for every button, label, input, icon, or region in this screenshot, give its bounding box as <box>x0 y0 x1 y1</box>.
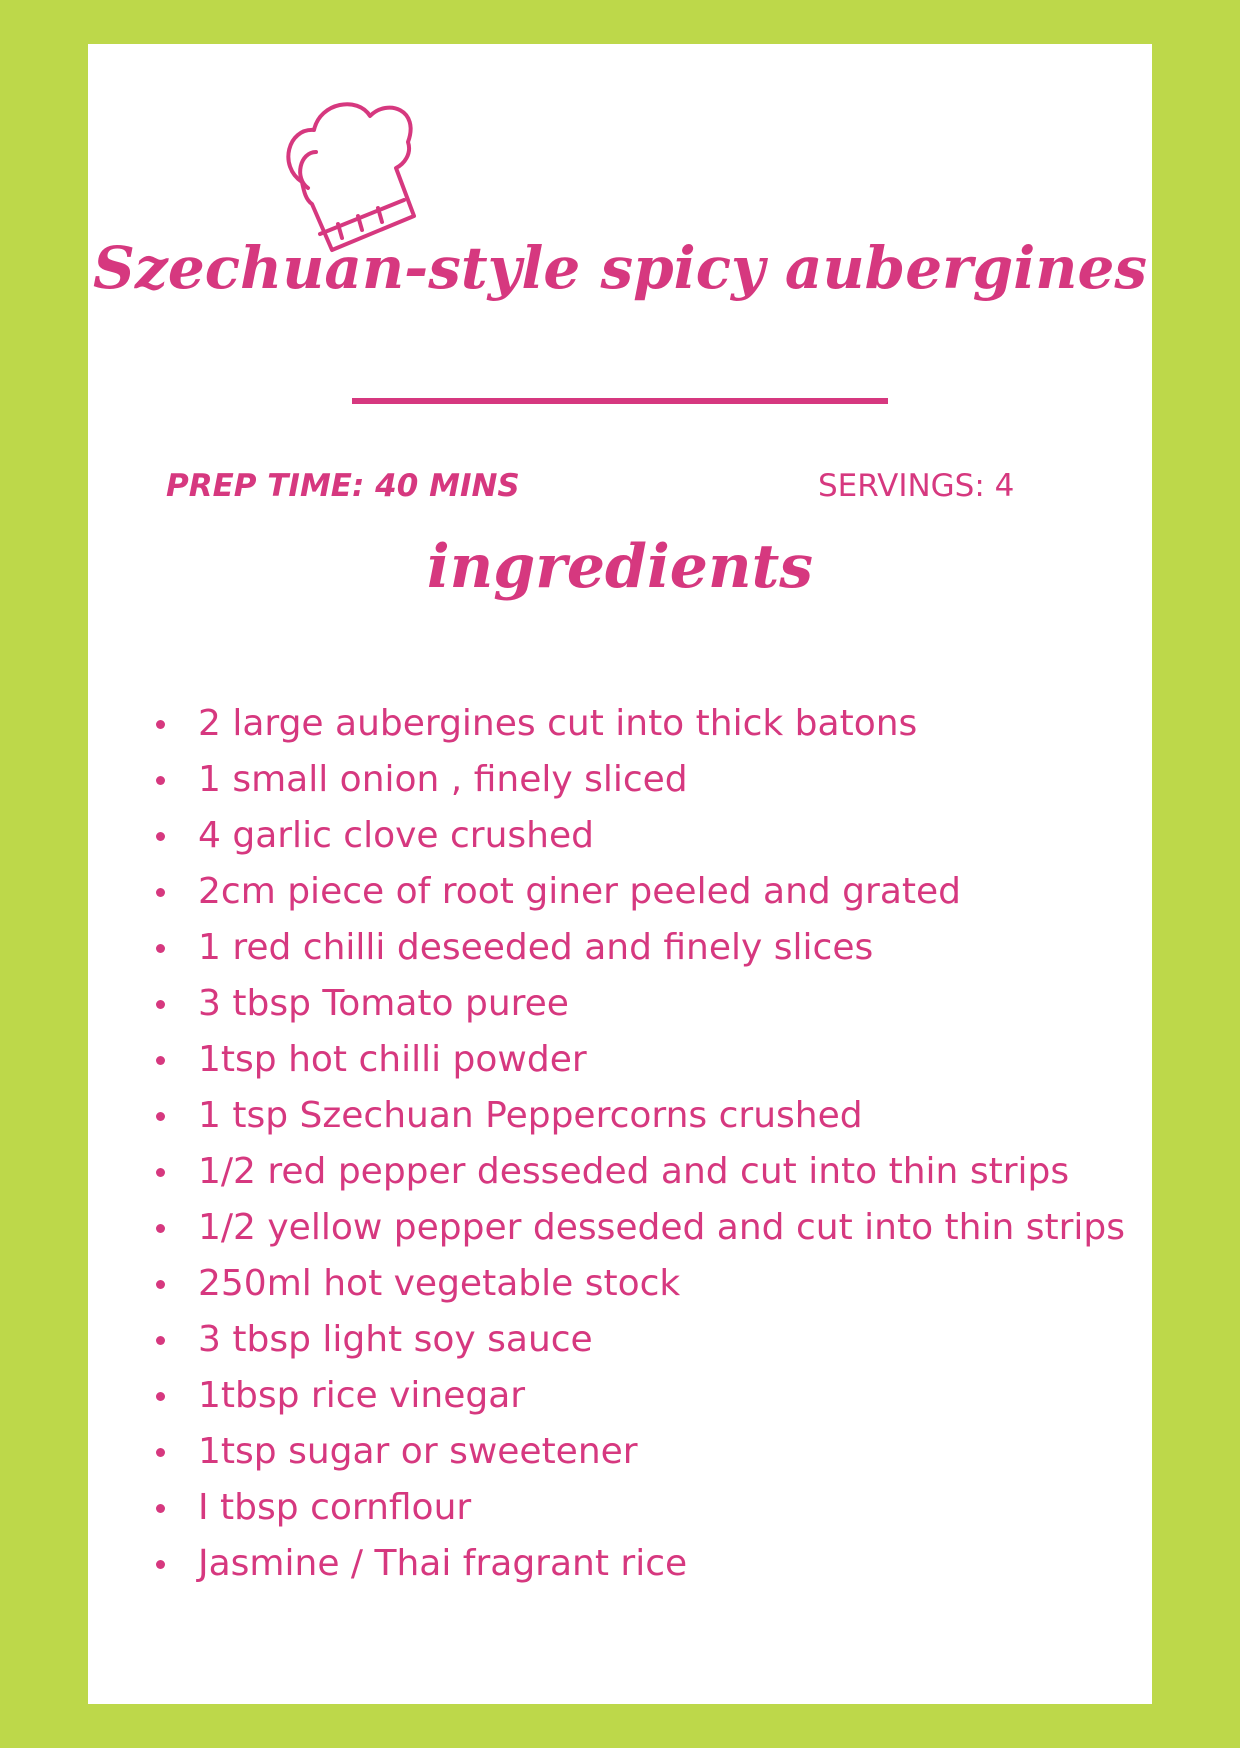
ingredient-item: 1tsp sugar or sweetener <box>148 1424 1148 1480</box>
recipe-title: Szechuan-style spicy aubergines <box>93 234 1147 302</box>
ingredient-item: Jasmine / Thai fragrant rice <box>148 1536 1148 1592</box>
ingredient-item: 4 garlic clove crushed <box>148 808 1148 864</box>
ingredient-item: 1 red chilli deseeded and finely slices <box>148 920 1148 976</box>
ingredient-item: 2cm piece of root giner peeled and grated <box>148 864 1148 920</box>
ingredients-heading: ingredients <box>426 532 814 602</box>
title-divider <box>352 398 888 404</box>
prep-time: PREP TIME: 40 MINS <box>166 468 520 504</box>
servings: SERVINGS: 4 <box>818 468 1015 504</box>
ingredient-item: I tbsp cornflour <box>148 1480 1148 1536</box>
ingredient-item: 1 small onion , finely sliced <box>148 752 1148 808</box>
ingredient-item: 1tbsp rice vinegar <box>148 1368 1148 1424</box>
recipe-card <box>88 44 1152 1704</box>
ingredient-item: 3 tbsp light soy sauce <box>148 1312 1148 1368</box>
ingredient-item: 1 tsp Szechuan Peppercorns crushed <box>148 1088 1148 1144</box>
ingredients-list <box>148 696 1148 1592</box>
ingredient-item: 2 large aubergines cut into thick batons <box>148 696 1148 752</box>
ingredient-item: 250ml hot vegetable stock <box>148 1256 1148 1312</box>
ingredient-item: 1tsp hot chilli powder <box>148 1032 1148 1088</box>
ingredient-item: 1/2 yellow pepper desseded and cut into thin strips <box>148 1200 1148 1256</box>
ingredient-item: 3 tbsp Tomato puree <box>148 976 1148 1032</box>
ingredient-item: 1/2 red pepper desseded and cut into thin strips <box>148 1144 1148 1200</box>
